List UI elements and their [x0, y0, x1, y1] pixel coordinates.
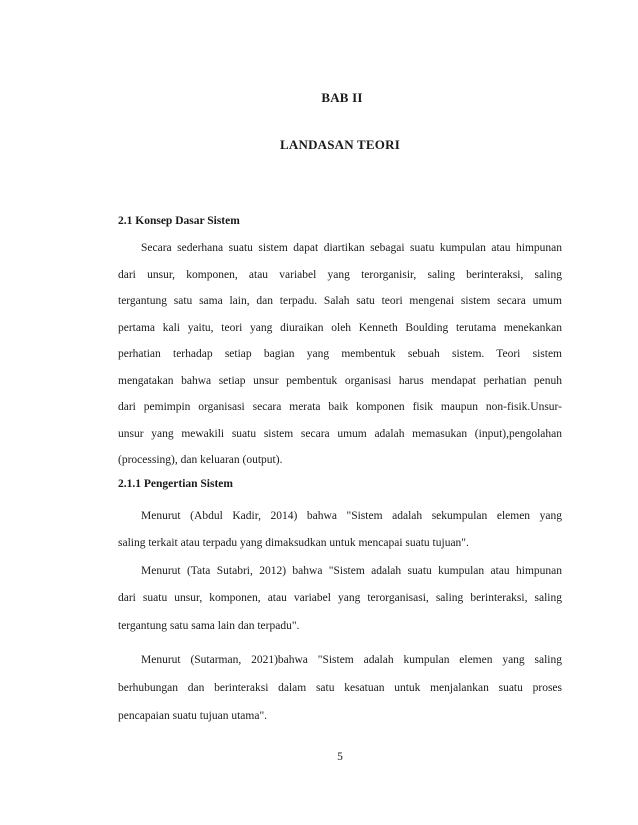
page-number: 5	[337, 751, 343, 763]
paragraph-line: saling terkait atau terpadu yang dimaksudkan untuk mencapai suatu tujuan".	[118, 537, 469, 549]
paragraph-line: tergantung satu sama lain, dan terpadu. Salah satu teori mengenai sistem secara umum	[118, 295, 562, 307]
paragraph-line: Menurut (Tata Sutabri, 2012) bahwa "Sistem adalah suatu kumpulan atau himpunan	[141, 565, 562, 577]
paragraph-line: Secara sederhana suatu sistem dapat diartikan sebagai suatu kumpulan atau himpunan	[141, 242, 562, 254]
section-heading-2-1-1: 2.1.1 Pengertian Sistem	[118, 478, 233, 490]
paragraph-line: dari suatu unsur, komponen, atau variabel yang terorganisasi, saling berinteraksi, saling	[118, 592, 562, 604]
paragraph-line: (processing), dan keluaran (output).	[118, 454, 283, 466]
paragraph-line: berhubungan dan berinteraksi dalam satu kesatuan untuk menjalankan suatu proses	[118, 682, 562, 694]
paragraph-line: pertama kali yaitu, teori yang diuraikan oleh Kenneth Boulding terutama menekankan	[118, 322, 562, 334]
chapter-number: BAB II	[321, 90, 363, 105]
paragraph-line: tergantung satu sama lain dan terpadu".	[118, 620, 300, 632]
paragraph-line: Menurut (Abdul Kadir, 2014) bahwa "Sistem adalah sekumpulan elemen yang	[141, 510, 562, 522]
paragraph-line: perhatian terhadap setiap bagian yang membentuk sebuah sistem. Teori sistem	[118, 348, 562, 360]
paragraph-line: dari unsur, komponen, atau variabel yang terorganisir, saling berinteraksi, saling	[118, 269, 562, 281]
section-heading-2-1: 2.1 Konsep Dasar Sistem	[118, 215, 240, 227]
chapter-title: LANDASAN TEORI	[280, 137, 400, 152]
paragraph-line: pencapaian suatu tujuan utama".	[118, 710, 268, 722]
paragraph-line: dari pemimpin organisasi secara merata baik komponen fisik maupun non-fisik.Unsur-	[118, 401, 562, 413]
paragraph-line: Menurut (Sutarman, 2021)bahwa "Sistem adalah kumpulan elemen yang saling	[141, 654, 562, 666]
paragraph-line: mengatakan bahwa setiap unsur pembentuk organisasi harus mendapat perhatian penuh	[118, 375, 562, 387]
paragraph-line: unsur yang mewakili suatu sistem secara umum adalah memasukan (input),pengolahan	[118, 428, 562, 440]
